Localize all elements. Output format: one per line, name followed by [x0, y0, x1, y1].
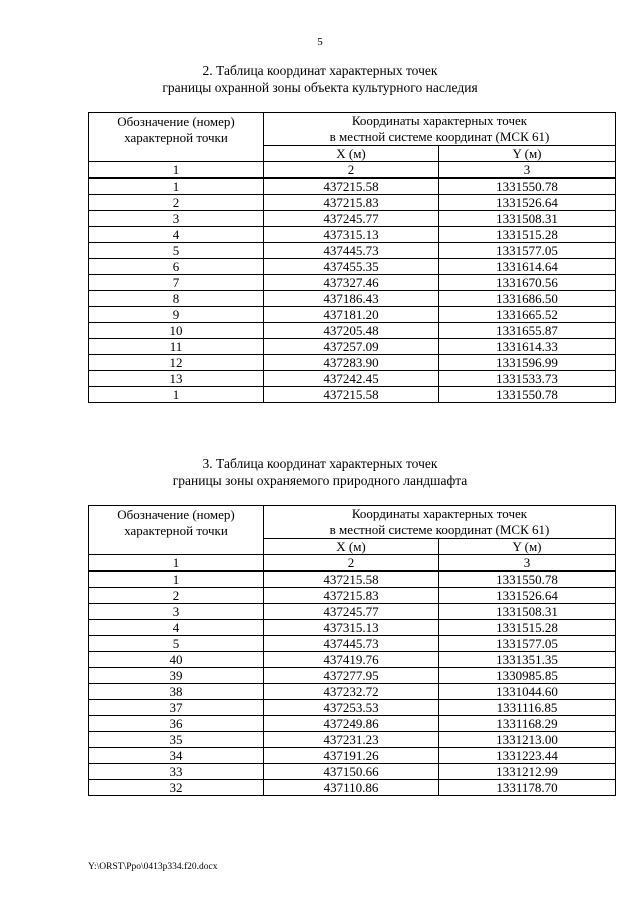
table1-coordinates — [88, 112, 616, 403]
table1-header-coords-line1: Координаты характерных точек — [351, 113, 528, 128]
point-number-cell: 35 — [89, 732, 264, 748]
table-row — [89, 227, 616, 243]
table2-header-coords-line1: Координаты характерных точек — [351, 506, 528, 521]
point-number-cell: 7 — [89, 275, 264, 291]
table-row — [89, 259, 616, 275]
y-coordinate-cell: 1331614.64 — [439, 259, 616, 275]
table2-title — [0, 455, 640, 489]
point-number-cell: 2 — [89, 195, 264, 211]
table-row — [89, 748, 616, 764]
table2-colnum-2: 2 — [264, 555, 439, 572]
point-number-cell: 4 — [89, 620, 264, 636]
point-number-cell: 37 — [89, 700, 264, 716]
point-number-cell: 40 — [89, 652, 264, 668]
table-row — [89, 716, 616, 732]
table-row — [89, 571, 616, 588]
point-number-cell: 1 — [89, 387, 264, 403]
x-coordinate-cell: 437215.83 — [264, 195, 439, 211]
point-number-cell: 9 — [89, 307, 264, 323]
point-number-cell: 13 — [89, 371, 264, 387]
table2-header-point-line1: Обозначение (номер) — [117, 507, 235, 522]
table2-header-coords — [264, 506, 616, 539]
point-number-cell: 33 — [89, 764, 264, 780]
y-coordinate-cell: 1331526.64 — [439, 588, 616, 604]
point-number-cell: 6 — [89, 259, 264, 275]
table-row — [89, 780, 616, 796]
table-row — [89, 243, 616, 259]
y-coordinate-cell: 1331044.60 — [439, 684, 616, 700]
table-row — [89, 588, 616, 604]
y-coordinate-cell: 1331550.78 — [439, 178, 616, 195]
table1-colnum-2: 2 — [264, 162, 439, 179]
table1-title — [0, 62, 640, 96]
x-coordinate-cell: 437231.23 — [264, 732, 439, 748]
table-row — [89, 211, 616, 227]
table1-header-x: X (м) — [264, 146, 439, 162]
table-row — [89, 387, 616, 403]
table1-header-point-line2: характерной точки — [124, 130, 228, 145]
y-coordinate-cell: 1331508.31 — [439, 604, 616, 620]
table-row — [89, 604, 616, 620]
table1-header-coords-line2: в местной системе координат (МСК 61) — [329, 129, 550, 144]
table-row — [89, 275, 616, 291]
table2-header-y: Y (м) — [439, 539, 616, 555]
table-row — [89, 291, 616, 307]
y-coordinate-cell: 1331515.28 — [439, 227, 616, 243]
table-row — [89, 178, 616, 195]
footer-file-path: Y:\ORST\Ppo\0413p334.f20.docx — [88, 862, 218, 872]
x-coordinate-cell: 437283.90 — [264, 355, 439, 371]
point-number-cell: 8 — [89, 291, 264, 307]
table2-colnum-1: 1 — [89, 555, 264, 572]
point-number-cell: 39 — [89, 668, 264, 684]
x-coordinate-cell: 437419.76 — [264, 652, 439, 668]
x-coordinate-cell: 437215.58 — [264, 571, 439, 588]
table-row — [89, 636, 616, 652]
x-coordinate-cell: 437205.48 — [264, 323, 439, 339]
y-coordinate-cell: 1331351.35 — [439, 652, 616, 668]
table1-header-coords — [264, 113, 616, 146]
point-number-cell: 36 — [89, 716, 264, 732]
point-number-cell: 11 — [89, 339, 264, 355]
x-coordinate-cell: 437215.58 — [264, 387, 439, 403]
point-number-cell: 1 — [89, 178, 264, 195]
table-row — [89, 700, 616, 716]
x-coordinate-cell: 437181.20 — [264, 307, 439, 323]
x-coordinate-cell: 437245.77 — [264, 211, 439, 227]
y-coordinate-cell: 1331533.73 — [439, 371, 616, 387]
table-row — [89, 764, 616, 780]
x-coordinate-cell: 437257.09 — [264, 339, 439, 355]
y-coordinate-cell: 1331168.29 — [439, 716, 616, 732]
y-coordinate-cell: 1331670.56 — [439, 275, 616, 291]
x-coordinate-cell: 437249.86 — [264, 716, 439, 732]
y-coordinate-cell: 1331213.00 — [439, 732, 616, 748]
table-row — [89, 307, 616, 323]
table1-header-point — [89, 113, 264, 162]
point-number-cell: 5 — [89, 636, 264, 652]
point-number-cell: 1 — [89, 571, 264, 588]
x-coordinate-cell: 437445.73 — [264, 243, 439, 259]
table-row — [89, 732, 616, 748]
y-coordinate-cell: 1331508.31 — [439, 211, 616, 227]
table1-header-y: Y (м) — [439, 146, 616, 162]
point-number-cell: 3 — [89, 211, 264, 227]
table-row — [89, 620, 616, 636]
x-coordinate-cell: 437253.53 — [264, 700, 439, 716]
table1-colnum-3: 3 — [439, 162, 616, 179]
x-coordinate-cell: 437215.83 — [264, 588, 439, 604]
table1-title-line1: 2. Таблица координат характерных точек — [202, 63, 438, 78]
x-coordinate-cell: 437150.66 — [264, 764, 439, 780]
y-coordinate-cell: 1331577.05 — [439, 243, 616, 259]
table-row — [89, 371, 616, 387]
table-row — [89, 339, 616, 355]
table-row — [89, 195, 616, 211]
y-coordinate-cell: 1331614.33 — [439, 339, 616, 355]
y-coordinate-cell: 1331686.50 — [439, 291, 616, 307]
table1-title-line2: границы охранной зоны объекта культурного наследия — [162, 80, 478, 95]
y-coordinate-cell: 1331212.99 — [439, 764, 616, 780]
point-number-cell: 2 — [89, 588, 264, 604]
x-coordinate-cell: 437277.95 — [264, 668, 439, 684]
table2-title-line2: границы зоны охраняемого природного ландшафта — [172, 473, 468, 488]
y-coordinate-cell: 1331577.05 — [439, 636, 616, 652]
point-number-cell: 3 — [89, 604, 264, 620]
y-coordinate-cell: 1331526.64 — [439, 195, 616, 211]
table1-header-point-line1: Обозначение (номер) — [117, 114, 235, 129]
table2-header-point — [89, 506, 264, 555]
table-row — [89, 323, 616, 339]
y-coordinate-cell: 1331116.85 — [439, 700, 616, 716]
x-coordinate-cell: 437215.58 — [264, 178, 439, 195]
table-row — [89, 668, 616, 684]
x-coordinate-cell: 437455.35 — [264, 259, 439, 275]
table2-header-coords-line2: в местной системе координат (МСК 61) — [329, 522, 550, 537]
x-coordinate-cell: 437327.46 — [264, 275, 439, 291]
table2-header-point-line2: характерной точки — [124, 523, 228, 538]
point-number-cell: 32 — [89, 780, 264, 796]
x-coordinate-cell: 437242.45 — [264, 371, 439, 387]
x-coordinate-cell: 437315.13 — [264, 620, 439, 636]
y-coordinate-cell: 1331550.78 — [439, 387, 616, 403]
x-coordinate-cell: 437232.72 — [264, 684, 439, 700]
x-coordinate-cell: 437110.86 — [264, 780, 439, 796]
y-coordinate-cell: 1330985.85 — [439, 668, 616, 684]
point-number-cell: 12 — [89, 355, 264, 371]
table1-colnum-1: 1 — [89, 162, 264, 179]
point-number-cell: 34 — [89, 748, 264, 764]
point-number-cell: 10 — [89, 323, 264, 339]
y-coordinate-cell: 1331596.99 — [439, 355, 616, 371]
table2-colnum-3: 3 — [439, 555, 616, 572]
table2-title-line1: 3. Таблица координат характерных точек — [202, 456, 438, 471]
x-coordinate-cell: 437186.43 — [264, 291, 439, 307]
table2-header-x: X (м) — [264, 539, 439, 555]
y-coordinate-cell: 1331655.87 — [439, 323, 616, 339]
point-number-cell: 4 — [89, 227, 264, 243]
y-coordinate-cell: 1331550.78 — [439, 571, 616, 588]
x-coordinate-cell: 437445.73 — [264, 636, 439, 652]
point-number-cell: 38 — [89, 684, 264, 700]
y-coordinate-cell: 1331223.44 — [439, 748, 616, 764]
table-row — [89, 355, 616, 371]
y-coordinate-cell: 1331665.52 — [439, 307, 616, 323]
y-coordinate-cell: 1331515.28 — [439, 620, 616, 636]
table2-coordinates — [88, 505, 616, 796]
x-coordinate-cell: 437315.13 — [264, 227, 439, 243]
page-number: 5 — [317, 36, 323, 48]
x-coordinate-cell: 437245.77 — [264, 604, 439, 620]
x-coordinate-cell: 437191.26 — [264, 748, 439, 764]
y-coordinate-cell: 1331178.70 — [439, 780, 616, 796]
table-row — [89, 684, 616, 700]
table-row — [89, 652, 616, 668]
point-number-cell: 5 — [89, 243, 264, 259]
